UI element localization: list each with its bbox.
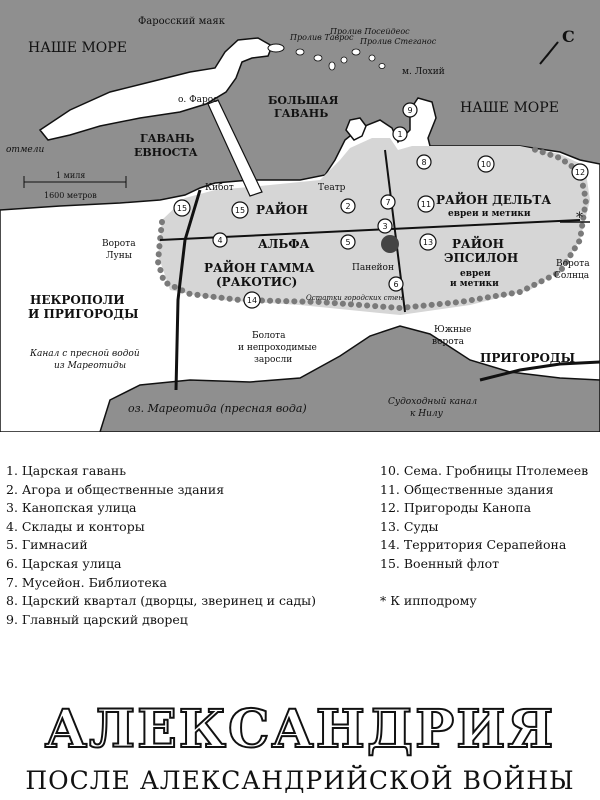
sun-gate-label: Ворота — [556, 259, 590, 269]
epsilon-sub-label: евреи — [460, 269, 491, 279]
hippodrome-star: * — [576, 210, 583, 226]
strait-label: Пролив Стеганос — [360, 37, 437, 46]
district-gamma-label: РАЙОН ГАММА — [204, 261, 315, 275]
compass-label: С — [562, 27, 575, 46]
marker-11 — [418, 196, 434, 212]
svg-text:14: 14 — [246, 296, 258, 305]
svg-text:2: 2 — [345, 202, 351, 211]
title-block — [0, 700, 600, 800]
south-gate-label: Южные — [434, 325, 472, 335]
legend-item: 15. Военный флот — [380, 555, 500, 571]
legend-spacer — [380, 574, 588, 593]
svg-text:4: 4 — [217, 236, 223, 245]
marsh-label: заросли — [254, 355, 293, 365]
scale-label: 1600 метров — [44, 191, 97, 200]
svg-text:11: 11 — [420, 200, 432, 209]
sea-label: НАШЕ МОРЕ — [460, 100, 559, 116]
svg-text:7: 7 — [385, 198, 391, 207]
walls-label: Остатки городских стен — [306, 294, 403, 302]
nile-canal-label: к Нилу — [410, 409, 443, 419]
necropolis-label: И ПРИГОРОДЫ — [28, 307, 139, 321]
sea-label: НАШЕ МОРЕ — [28, 40, 127, 56]
legend-item: 6. Царская улица — [6, 555, 122, 571]
svg-text:12: 12 — [574, 168, 586, 177]
marker-15 — [174, 200, 190, 216]
legend-item: 11. Общественные здания — [380, 481, 554, 497]
legend-item: 7. Мусейон. Библиотека — [6, 574, 168, 590]
legend-note: * К ипподрому — [380, 593, 477, 609]
canal-label: Канал с пресной водой — [30, 349, 140, 359]
marker-12 — [572, 164, 588, 180]
svg-text:9: 9 — [407, 106, 413, 115]
eunostos-label: ЕВНОСТА — [134, 146, 198, 159]
district-alpha-label: АЛЬФА — [258, 237, 310, 251]
legend-item: 8. Царский квартал (дворцы, зверинец и сады) — [6, 593, 316, 609]
svg-text:5: 5 — [345, 238, 351, 247]
legend-left-column — [6, 462, 316, 629]
pharos-label: о. Фарос — [178, 95, 219, 105]
marker-5 — [341, 235, 355, 249]
district-epsilon-label: ЭПСИЛОН — [444, 251, 519, 265]
mareotis-label: оз. Мареотида (пресная вода) — [128, 402, 307, 415]
svg-text:3: 3 — [382, 222, 388, 231]
lighthouse-label: Фаросский маяк — [138, 16, 225, 27]
marker-6 — [389, 277, 403, 291]
legend-right-column — [380, 462, 588, 611]
nile-canal-label: Судоходный канал — [388, 397, 478, 407]
kibotos-label: Кибот — [205, 183, 234, 193]
marker-1 — [393, 127, 407, 141]
legend-item: 3. Канопская улица — [6, 500, 137, 516]
district-delta-label: РАЙОН ДЕЛЬТА — [436, 193, 552, 207]
sun-gate-label: Солнца — [554, 271, 590, 281]
marker-3 — [378, 219, 392, 233]
legend-item: 2. Агора и общественные здания — [6, 481, 225, 497]
paneion-label: Панейон — [352, 263, 394, 273]
legend — [0, 462, 600, 642]
necropolis-label: НЕКРОПОЛИ — [30, 293, 125, 307]
canal-label: из Мареотиды — [54, 361, 127, 371]
legend-item: 10. Сема. Гробницы Птолемеев — [380, 463, 589, 478]
lighthouse-islet — [268, 44, 284, 52]
legend-item: 5. Гимнасий — [6, 537, 88, 553]
strait-label: Пролив Таврос — [290, 33, 354, 42]
marker-2 — [341, 199, 355, 213]
svg-text:13: 13 — [422, 238, 434, 247]
south-gate-label: ворота — [432, 337, 465, 347]
district-gamma-label: (РАКОТИС) — [216, 275, 298, 289]
marker-15 — [232, 202, 248, 218]
delta-sub-label: евреи и метики — [448, 209, 531, 219]
svg-text:15: 15 — [234, 206, 246, 215]
district-alpha-label: РАЙОН — [256, 203, 308, 217]
great-harbour-label: ГАВАНЬ — [274, 107, 329, 120]
moon-gate-label: Ворота — [102, 239, 136, 249]
marker-10 — [478, 156, 494, 172]
marker-4 — [213, 233, 227, 247]
svg-text:6: 6 — [393, 280, 399, 289]
legend-item: 13. Суды — [380, 518, 439, 534]
marsh-label: Болота — [252, 331, 286, 341]
svg-text:10: 10 — [480, 160, 492, 169]
marker-9 — [403, 103, 417, 117]
epsilon-sub-label: и метики — [450, 279, 499, 289]
eunostos-label: ГАВАНЬ — [140, 132, 195, 145]
suburbs-label: ПРИГОРОДЫ — [480, 351, 575, 365]
theatre-label: Театр — [318, 183, 346, 193]
paneion-hill — [381, 235, 399, 253]
scale-label: 1 миля — [56, 171, 86, 180]
marker-13 — [420, 234, 436, 250]
legend-item: 9. Главный царский дворец — [6, 611, 188, 627]
legend-item: 1. Царская гавань — [6, 463, 127, 478]
marker-8 — [417, 155, 431, 169]
svg-text:1: 1 — [397, 130, 403, 139]
shoals-label: отмели — [6, 145, 45, 155]
page-subtitle: ПОСЛЕ АЛЕКСАНДРИЙСКОЙ ВОЙНЫ — [25, 766, 575, 795]
page-title: АЛЕКСАНДРИЯ — [44, 699, 556, 760]
great-harbour-label: БОЛЬШАЯ — [268, 94, 339, 107]
lochias-label: м. Лохий — [402, 67, 445, 77]
strait-label: Пролив Посейдеос — [330, 27, 410, 36]
legend-item: 4. Склады и конторы — [6, 518, 145, 534]
marsh-label: и непроходимые — [238, 343, 317, 353]
marker-7 — [381, 195, 395, 209]
svg-text:15: 15 — [176, 204, 188, 213]
legend-item: 14. Территория Серапейона — [380, 537, 567, 553]
legend-item: 12. Пригороды Канопа — [380, 500, 532, 516]
marker-14 — [244, 292, 260, 308]
moon-gate-label: Луны — [106, 251, 132, 261]
district-epsilon-label: РАЙОН — [452, 237, 504, 251]
svg-text:8: 8 — [421, 158, 427, 167]
